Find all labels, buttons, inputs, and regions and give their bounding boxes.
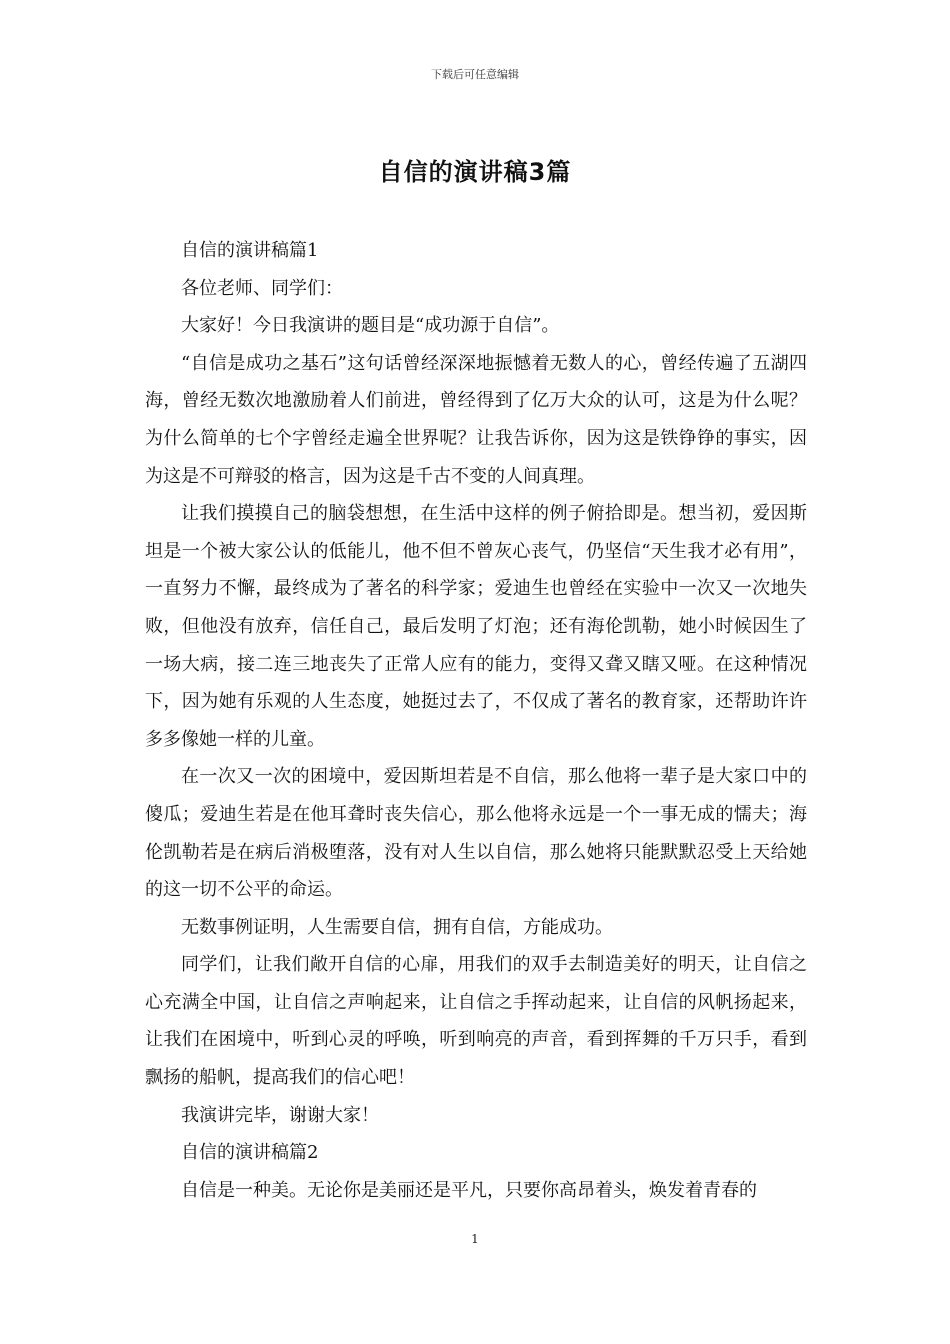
closing-paragraph: 我演讲完毕，谢谢大家！ xyxy=(181,1104,379,1126)
body-paragraph: 同学们，让我们敞开自信的心扉，用我们的双手去制造美好的明天，让自信之心充满全中国，让自信之声响起来，让自信之手挥动起来，让自信的风帆扬起来，让我们在困境中，听到心灵的呼唤，听到响亮的声音，看到挥舞的千万只手，看到飘扬的船帆，提高我们的信心吧！ xyxy=(145,954,807,1089)
page-number: 1 xyxy=(471,1232,479,1246)
document-body xyxy=(145,232,807,1209)
body-paragraph: 无数事例证明，人生需要自信，拥有自信，方能成功。 xyxy=(181,916,613,938)
body-paragraph: “自信是成功之基石”这句话曾经深深地振憾着无数人的心，曾经传遍了五湖四海，曾经无数次地激励着人们前进，曾经得到了亿万大众的认可，这是为什么呢？为什么简单的七个字曾经走遍全世界呢？让我告诉你，因为这是铁铮铮的事实，因为这是不可辩驳的格言，因为这是千古不变的人间真理。 xyxy=(145,352,807,487)
greeting-paragraph: 大家好！今日我演讲的题目是“成功源于自信”。 xyxy=(181,315,560,337)
header-note: 下载后可任意编辑 xyxy=(431,68,519,81)
body-paragraph: 让我们摸摸自己的脑袋想想，在生活中这样的例子俯拾即是。想当初，爱因斯坦是一个被大家公认的低能儿，他不但不曾灰心丧气，仍坚信“天生我才必有用”，一直努力不懈，最终成为了著名的科学家；爱迪生也曾经在实验中一次又一次地失败，但他没有放弃，信任自己，最后发明了灯泡；还有海伦凯勒，她小时候因生了一场大病，接二连三地丧失了正常人应有的能力，变得又聋又瞎又哑。在这种情况下，因为她有乐观的人生态度，她挺过去了，不仅成了著名的教育家，还帮助许许多多像她一样的儿童。 xyxy=(145,503,807,750)
section-heading-1: 自信的演讲稿篇1 xyxy=(181,240,319,261)
document-title: 自信的演讲稿3篇 xyxy=(378,158,572,186)
body-paragraph: 在一次又一次的困境中，爱因斯坦若是不自信，那么他将一辈子是大家口中的傻瓜；爱迪生若是在他耳聋时丧失信心，那么他将永远是一个一事无成的懦夫；海伦凯勒若是在病后消极堕落，没有对人生以自信，那么她将只能默默忍受上天给她的这一切不公平的命运。 xyxy=(145,766,807,901)
section-heading-2: 自信的演讲稿篇2 xyxy=(181,1142,319,1164)
salutation: 各位老师、同学们： xyxy=(181,277,343,299)
body-paragraph: 自信是一种美。无论你是美丽还是平凡，只要你高昂着头，焕发着青春的 xyxy=(181,1179,757,1201)
